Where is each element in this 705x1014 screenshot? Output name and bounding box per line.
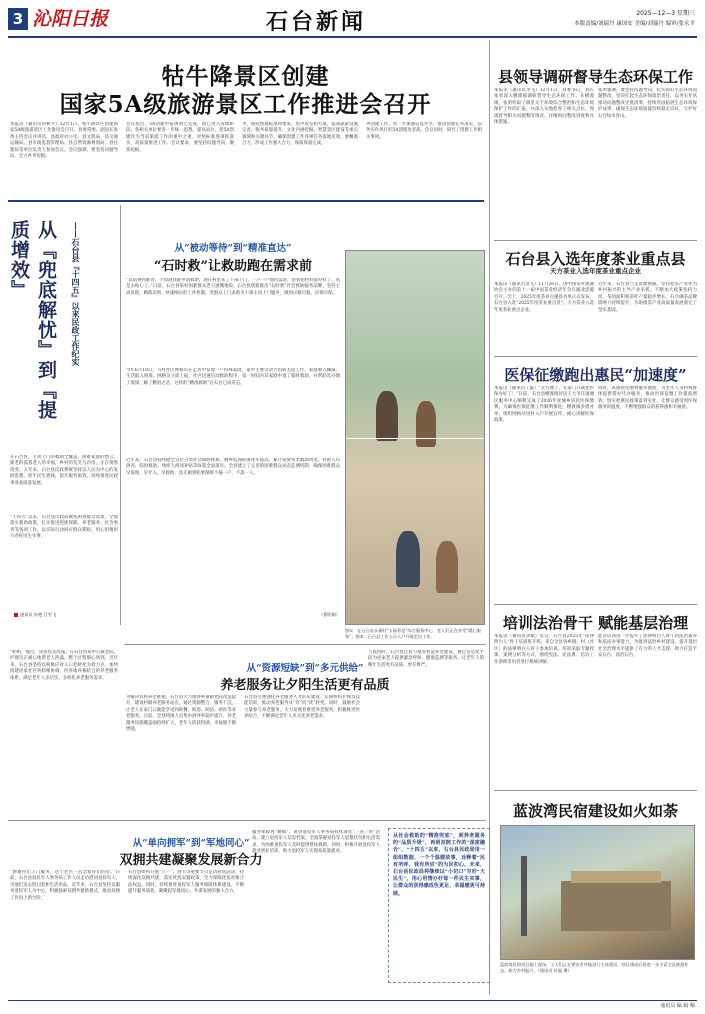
news2-body-col1: 本报讯（通讯员余飞）11月26日，由中国茶叶流通协会主办的第十一届中国茶业经济年会在湖北恩施召开。会上，2025年度茶业百强县名单正式发布，石台县入选“2025年度茶业重点县”，天方茶业入选年度茶业重点企业。 — [494, 282, 594, 313]
feature2-rule — [124, 644, 486, 645]
news2-rule — [494, 240, 697, 241]
footer-rule — [8, 1000, 697, 1001]
byline-marker-icon — [14, 613, 18, 617]
elder-care-photo — [345, 250, 485, 625]
footer-credits: 通讯员 编 辑 稿 — [660, 1003, 695, 1009]
lead-headline-line2: 国家5A级旅游景区工作推进会召开 — [59, 91, 432, 118]
news5-rule — [494, 790, 697, 791]
news4-rule — [494, 604, 697, 605]
feature1-headline: “石时救”让救助跑在需求前 — [154, 259, 312, 274]
lead-body-col4: 务创建工作，进一步加强信息共享，推进创建任务落实，以务实作风打好5A创建攻坚战。会议同时，研究了创建工作相关事项。 — [366, 122, 482, 140]
feature3-body-col1: “感谢你们上门服务，这个老兵一直念着你们的好。”日前，石台县退役军人事务局工作人员走访慰问退役军人，为他们送去慰问金和生活用品。近年来，石台县坚持以服务退役军人为中心，积极探索双拥共建新模式，推动双拥工作再上新台阶。 — [10, 870, 120, 901]
feature1-body-col2: 今年6月18日，马村社区网格员在走访中发现一户特殊家庭，家中主要劳动力因病无法工作，家庭收入骤减，生活陷入困境。网格员立即上报，社区迅速启动救助程序，第一时间为其家庭申请了临时救助，并帮助其办理了低保，解了燃眉之急。这样的“精准救助”在石台已成常态。 — [126, 368, 340, 386]
news3-headline: 医保征缴跑出惠民“加速度” — [504, 366, 687, 384]
news5-headline: 蓝波湾民宿建设如火如荼 — [512, 802, 678, 820]
editor-credits: 本版责编/刘瑞丹 康国安 美编/刘瑞丹 编审/张永平 — [574, 21, 695, 27]
news2-body-col2: 近年来，石台县立足资源禀赋，坚持把茶产业作为乡村振兴的主导产业来抓，不断加大政策扶持力度，茶园面积和茶叶产量稳步增长，石台硒茶品牌影响力持续提升，为助推茶产业高质量发展奠定了坚实基础。 — [598, 282, 697, 313]
commentary-divider — [120, 205, 121, 625]
elder-care-photo-caption: 图①：在石台县永福村“五福养老”综合服务中心，老人们正在享受“暖心服务”；图②：石台县工作人员入户开展走访工作。 — [345, 628, 481, 639]
feature2-kicker: 从“资源短缺”到“多元供给” — [246, 663, 364, 674]
feature1-kicker: 从“被动等待”到“精准直达” — [174, 243, 292, 254]
feature2-headline: 养老服务让夕阳生活更有品质 — [220, 678, 390, 693]
news4-body-col1: 本报讯（通讯员余斌）近日，石台县2025年“法律明白人”骨干培训班开班，来自全县各乡镇、村（社区）的法律明白人骨干参加培训。培训采取专题授课、案例分析等方式，围绕宪法、民法典、信访工作条例等内容进行系统讲解。 — [494, 634, 594, 665]
commentary-title: 从『兜底解忧』到『提质增效』 — [8, 220, 57, 420]
feature3-callout: 从社会救助的“精准兜底”，到养老服务的“品质升级”，再到双拥工作的“深度融合”，“十四五”以来，石台县民政局用一组组数据、一个个温暖故事，诠释着“民有所呼、我有所应”的为民初心。未来，石台县民政局将继续以“小切口”写好“大民生”，用心用情办好每一件民生实事，让群众的获得感成色更足、幸福感更可持续。 — [388, 828, 490, 983]
commentary-subtitle: ——石台县『十四五』以来民政工作纪实 — [71, 222, 81, 366]
feature3-kicker: 从“单向拥军”到“军地同心” — [132, 838, 250, 849]
news1-body-col2: 张勇强调，要坚持问题导向，扎实抓好生态环境问题整改，坚决扛起生态环保政治责任，以务实作风推动问题整改见底清零，持续巩固拓展生态环境保护成果，确保生态环境质量持续稳定向好，守护好石台绿水青山。 — [598, 88, 697, 119]
feature2-body-col1: “奶奶，慢点，我扶您去洗澡。”在石台县某中心敬老院，护理员正耐心地帮老人洗澡，整个过程细心周到。近年来，石台县坚持以积极应对人口老龄化为着力点，加快构建居家社区机构相协调、医养康养相结合的养老服务体系，满足老年人多层次、多样化养老服务需求。 — [10, 650, 118, 681]
lead-body-col3: 务，围绕创建标准和要求，集中攻坚和力量，提质旅游设施完善，服务质量提升，文化内涵挖掘，智慧景区建设等重点领域和关键环节，确保创建工作各项任务落地见效，要精准合力，形成工作强大合力，保质保量完成。 — [242, 122, 358, 147]
feature2-body-col3: 石台县注重强化养老服务人才队伍建设，定期组织护理员技能培训，推动养老服务从“有”向“优”转变。同时，鼓励社会力量参与养老服务，大力发展普惠型养老服务，积极推进医养结合，不断满足老年人多元化养老需求。 — [244, 695, 360, 720]
homestay-construction-photo — [500, 825, 695, 960]
feature3-rule — [8, 820, 486, 821]
feature1-byline: （曹明娟） — [319, 612, 340, 617]
feature1-body-col1: “以前遇到难处，不知道找谁申请救助，现在村里来了干部上门，一户一户地问需求，帮我把材料都办好了，真是太贴心了。”日前，石台县某村困难群众老王感慨地说。石台县创新推出“石时救”社会救助服务品牌，坚持主动发现、精准识别、快速响应的工作机制，变群众上门求助为干部主动上门服务，做到应救尽救、应保尽保。 — [126, 278, 340, 296]
lead-headline-line1: 牯牛降景区创建 — [161, 63, 330, 90]
commentary-body-col2: “十四五”以来，石台县民政局聚焦困难群众需求，全面落实救助政策，扎实推进兜底保障、养老服务、社会事务等各项工作，以实际行动回应群众期盼，用心用情用力办好民生实事。 — [10, 515, 118, 540]
news4-headline: 培训法治骨干 赋能基层治理 — [502, 614, 689, 632]
page-number-badge: 3 — [8, 8, 28, 30]
lead-body-col1: 本报讯（通讯员余秋平）12月1日，牯牛降景区创建国家5A级旅游景区工作推进会召开。县委常委、副县长张秀主持会议并讲话。县政府办公室、县文旅局、县交通运输局、县市场监督管理局、县自然资源规划局、县住建局等单位负责人参加会议。会议强调，要坚持问题导向，全力补齐短板。 — [10, 122, 118, 160]
news2-headline: 石台县入选年度茶业重点县 — [505, 250, 686, 268]
news3-rule — [494, 356, 697, 357]
feature2-body-col2: 为解决农村养老难题，石台县大力推进乡镇敬老院改造提升，建设村级养老服务站点，通过资源整合、服务下沉，让老人在家门口就能享受到助餐、助浴、助洁、助医等养老服务。目前，全县特困人员集中供养率稳步提升，养老服务设施覆盖面持续扩大，老年人的获得感、幸福感不断增强。 — [126, 695, 236, 733]
feature2-body-col4: 与此同时，石台县还着力推进智慧养老建设，通过信息化手段为居家老人提供紧急呼叫、健康监测等服务，让老年人的晚年生活更有品质、更有尊严。 — [368, 650, 484, 668]
feature1-body-col3: 近年来，石台县持续健全分层分类社会救助体系，城乡低保标准逐年提高，累计发放各类救助资金，特困人员供养、临时救助、残疾人两项补贴等政策全面落实。全县建立了完善的困难群众动态监测机制，确保困难群众早发现、早介入、早救助，真正做到兜底保障不漏一户、不落一人。 — [126, 458, 340, 476]
section-title: 石台新闻 — [266, 9, 367, 35]
lead-divider — [8, 200, 484, 202]
feature3-body-col3: 服务保障再“精细”。该县退役军人事务局持续深化“三送一帮”活动，建立退役军人信息档案，全面掌握退役军人思想状况和生活需求，为困难退役军人及时提供帮扶救助。同时，积极开展退役军人就业创业培训，助力退役军人实现高质量就业。 — [252, 830, 380, 855]
news3-body-col2: 同时，该镇优化缴费服务流程，为老年人等特殊群体提供帮办代办服务，推动医保征缴工作提质增效，切实把惠民政策落到实处，让群众感受到医保服务的温度，不断增强群众的获得感和幸福感。 — [598, 386, 697, 411]
news1-headline: 县领导调研督导生态环保工作 — [497, 68, 693, 86]
lead-body-col2: 会议指出，5A创建申报规划已完成，现已进入省级阶段。各相关单位要进一步统一思想、提高站位，把5A创建作为当前旅游工作的重中之重，对照标准逐项抓落实，高质量推进工作。会议要求，要坚持问题导向，聚焦短板。 — [126, 122, 234, 153]
homestay-photo-caption: 蓝波湾民宿项目施工现场，工人们正在紧张有序地进行主体建设。项目建成后将进一步丰富全县旅游业态，助力乡村振兴。（通讯员 叶磊 摄） — [500, 962, 689, 973]
feature3-body-col2: 石台县组织开展“八一”、春节等重要节日走访慰问活动，持续深化双拥共建，落实优抚安置政策，全力保障优抚对象合法权益。同时，持续推进退役军人服务保障体系建设，不断提升服务质效，凝聚起军地同心、共谋发展的强大合力。 — [128, 870, 244, 895]
newspaper-logo: 沁阳日报 — [32, 8, 109, 30]
commentary-byline: 通讯员 孙艳 江雪飞 — [14, 612, 114, 618]
issue-date: 2025—12—3 星期三 — [636, 10, 695, 17]
news1-body-col1: 本报讯（通讯员李飞）12月1日，县委书记、县长张勇深入横渡镇调研督导生态环保工作。在横渡镇，张勇听取了镇里关于环境综合整治和生态环境保护工作的汇报，并深入实地检查了相关点位，现场督导相关问题整改情况，详细询问整改进度和具体措施。 — [494, 88, 594, 126]
news4-body-col2: 此次培训进一步提升了法律明白人骨干的法治素养和依法办事能力，为推进法治乡村建设、提升基层社会治理水平提供了有力的人才支撑，助力打造平安石台、法治石台。 — [598, 634, 697, 659]
masthead-rule — [8, 36, 697, 38]
feature3-headline: 双拥共建凝聚发展新合力 — [119, 853, 263, 868]
news2-subtitle: 天方茶业入选年度茶业重点企业 — [550, 267, 641, 275]
news3-body-col1: 本报讯（通讯员丁鑫）“太方便了，在家门口就把医保办好了！”日前，石台县横渡镇居民王大爷在镇便民服务中心顺利完成了2026年度城乡居民医保缴费。为确保医保征缴工作顺利推进，横渡镇多措并举，组织网格员进村入户开展宣传，耐心讲解医保政策。 — [494, 386, 594, 424]
commentary-body-col1: 在石台县，主动上门的救助全覆盖，困难家庭的愁云，渐老的孤寡老人的幸福，乡村的荒芜与冷清，正在悄然改变。五年来，石台县民政系统坚持以人民为中心的发展思想，兜牢民生底线，提升服务质效，持续推进民政事业高质量发展。 — [10, 455, 118, 486]
